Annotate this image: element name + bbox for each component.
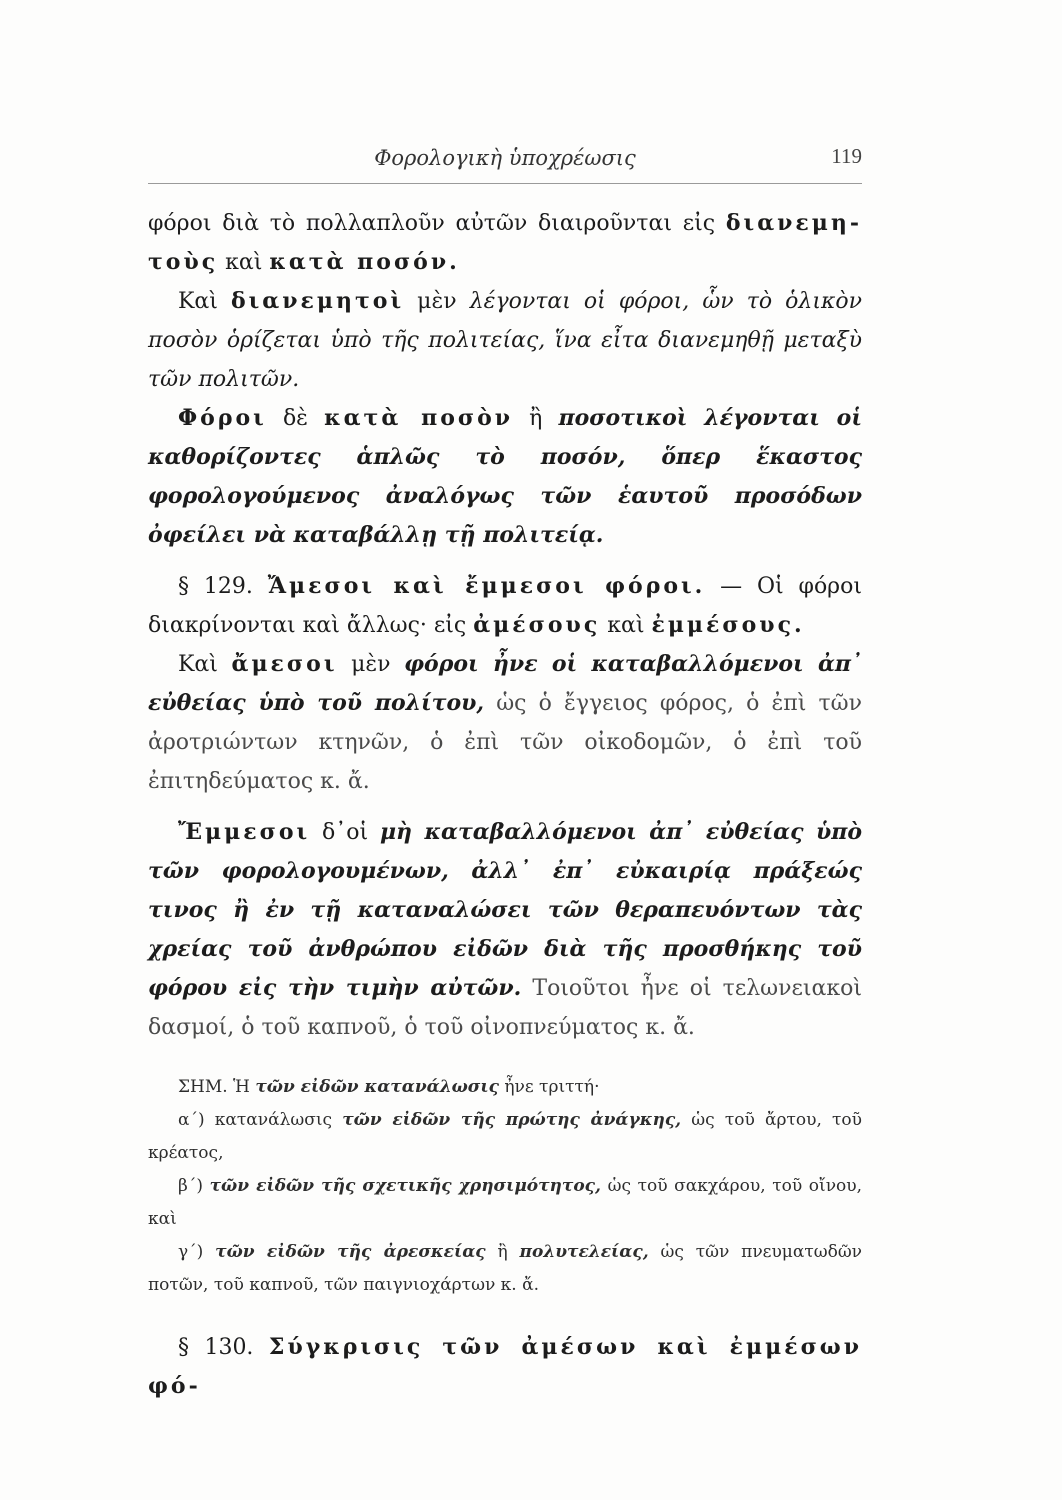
italic-text: τῶν εἰδῶν τῆς πρώτης ἀνάγκης, — [342, 1110, 682, 1130]
text-run: ὡς τοῦ ἄρτου, τοῦ κρέατος, — [148, 1110, 863, 1163]
text-run: Καὶ — [178, 652, 218, 677]
text-run: ἢ — [497, 1242, 508, 1262]
running-title: Φορολογικὴ ὑποχρέωσις — [374, 146, 636, 170]
header-rule — [148, 183, 862, 184]
text-run: γ΄) — [178, 1242, 204, 1262]
text-run: Καὶ — [178, 289, 218, 314]
text-run: ὡς τῶν πνευματωδῶν ποτῶν, τοῦ καπνοῦ, τῶν παιγνιοχάρτων κ. ἄ. — [148, 1242, 863, 1295]
paragraph-direct-taxes — [148, 645, 862, 801]
text-run: φόροι διὰ τὸ πολλαπλοῦν αὐτῶν διαιροῦνται εἰς — [148, 211, 716, 236]
section-heading: Ἄμεσοι καὶ ἔμμεσοι φόροι. — [267, 573, 706, 599]
italic-text: φόροι ἦνε οἱ καταβαλλόμενοι ἀπ᾽ εὐθείας ὑπὸ τοῦ πολίτου, — [148, 651, 862, 716]
text-run: μὲν — [351, 652, 391, 677]
body-text — [148, 204, 862, 1406]
italic-text: λέγονται οἱ φόροι, ὧν τὸ ὁλικὸν ποσὸν ὁρίζεται ὑπὸ τῆς πολιτείας, ἵνα εἶτα διανεμηθῇ μεταξὺ τῶν πολιτῶν. — [148, 289, 863, 392]
text-run: ἢ — [529, 406, 543, 431]
text-run: Τοιοῦτοι ἦνε οἱ τελωνειακοὶ δασμοί, ὁ τοῦ καπνοῦ, ὁ τοῦ οἰνοπνεύματος κ. ἄ. — [148, 976, 862, 1040]
spaced-term: ἄμεσοι — [231, 651, 338, 677]
italic-text: τῶν εἰδῶν κατανάλωσις — [255, 1077, 499, 1097]
note-item-a — [148, 1104, 862, 1170]
page-number: 119 — [831, 144, 862, 168]
section-heading: Σύγκρισις τῶν ἀμέσων καὶ ἐμμέσων φό- — [148, 1334, 863, 1399]
italic-text: πολυτελείας, — [519, 1242, 649, 1262]
spaced-term: κατὰ ποσόν. — [269, 249, 460, 275]
page-header — [148, 140, 862, 180]
text-run: ὡς τοῦ σακχάρου, τοῦ οἴνου, καὶ — [148, 1176, 863, 1229]
paragraph-taxes-division — [148, 204, 862, 282]
paragraph-indirect-taxes — [148, 813, 862, 1047]
text-run: ἦνε τριττή· — [504, 1077, 600, 1097]
spaced-term: Ἔμμεσοι — [178, 819, 311, 845]
note-label: ΣΗΜ. Ἡ — [178, 1077, 250, 1097]
text-run: δ᾽οἱ — [322, 820, 369, 845]
italic-text: μὴ καταβαλλόμενοι ἀπ᾽ εὐθείας ὑπὸ τῶν φορολογουμένων, ἀλλ᾽ ἐπ᾽ εὐκαιρίᾳ πράξεώς τινος ἢ ἐν τῇ καταναλώσει τῶν θεραπευόντων τὰς χρείας τοῦ ἀνθρώπου εἰδῶν διὰ τῆς προσθήκης τοῦ φόρου εἰς τὴν τιμὴν αὐτῶν. — [148, 819, 862, 1001]
spaced-term: Φόροι — [178, 405, 267, 431]
spaced-term: ἐμμέσους. — [651, 612, 805, 638]
note-item-b — [148, 1170, 862, 1236]
text-run: ὡς ὁ ἔγγειος φόρος, ὁ ἐπὶ τῶν ἀροτριώντων κτηνῶν, ὁ ἐπὶ τῶν οἰκοδομῶν, ὁ ἐπὶ τοῦ ἐπιτηδεύματος κ. ἄ. — [148, 691, 862, 794]
italic-text: τῶν εἰδῶν τῆς σχετικῆς χρησιμότητος, — [209, 1176, 601, 1196]
text-run: καὶ — [607, 613, 645, 638]
spaced-term: διανεμη-τοὺς — [148, 210, 862, 275]
section-number: § 129. — [178, 574, 253, 599]
note-intro — [148, 1071, 862, 1104]
italic-text: ποσοτικοὶ λέγονται οἱ καθορίζοντες ἁπλῶς τὸ ποσόν, ὅπερ ἕκαστος φορολογούμενος ἀναλόγως τῶν ἑαυτοῦ προσόδων ὀφείλει νὰ καταβάλλῃ τῇ πολιτείᾳ. — [148, 405, 862, 548]
text-run: μὲν — [417, 289, 457, 314]
text-run: α΄) κατανάλωσις — [178, 1110, 333, 1130]
text-run: — Οἱ φόροι διακρίνονται καὶ ἄλλως· εἰς — [148, 574, 862, 638]
note-block — [148, 1071, 862, 1302]
text-run: β΄) — [178, 1176, 203, 1196]
spaced-term: διανεμητοὶ — [230, 288, 405, 314]
section-129 — [148, 567, 862, 645]
section-130 — [148, 1328, 862, 1406]
note-item-c — [148, 1236, 862, 1302]
italic-text: τῶν εἰδῶν τῆς ἀρεσκείας — [215, 1242, 486, 1262]
spaced-term: ἀμέσους — [473, 612, 601, 638]
text-run: δὲ — [282, 406, 308, 431]
text-run: καὶ — [225, 250, 263, 275]
paragraph-quota-taxes — [148, 399, 862, 555]
spaced-term: κατὰ ποσὸν — [324, 405, 514, 431]
section-number: § 130. — [178, 1335, 254, 1360]
paragraph-distributable-taxes — [148, 282, 862, 399]
